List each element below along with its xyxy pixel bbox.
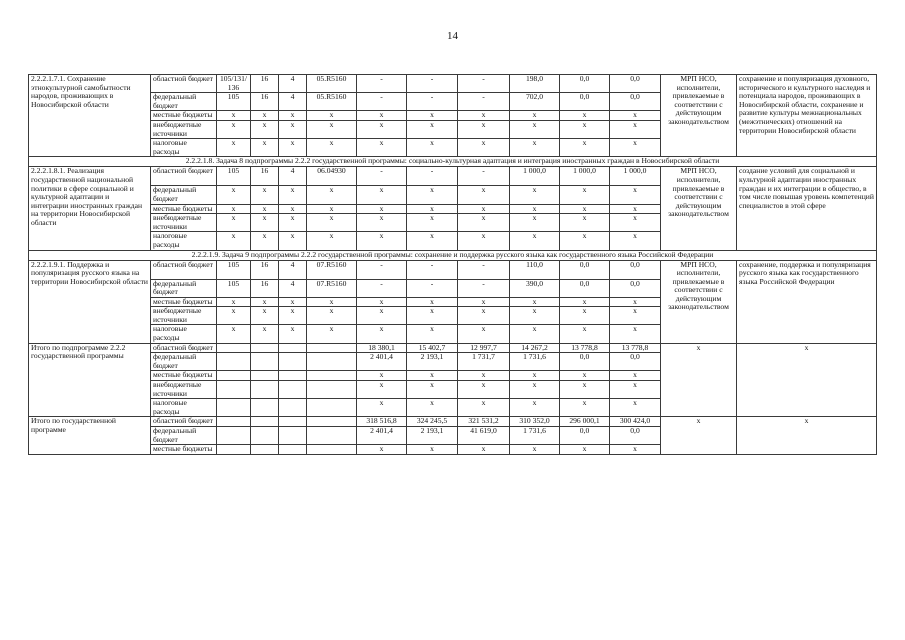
amount-cell: 2 401,4 [357,427,407,445]
amount-cell: - [357,260,407,279]
code-pr: x [279,120,307,138]
empty-code-cell [307,417,357,427]
funding-source: областной бюджет [151,75,217,93]
amount-cell: x [610,139,661,157]
code-grbs: 105 [217,93,251,111]
funding-source: местные бюджеты [151,445,217,455]
amount-cell: 2 401,4 [357,353,407,371]
code-pr: 4 [279,260,307,279]
amount-cell: 12 997,7 [458,343,510,353]
amount-cell: x [610,120,661,138]
amount-cell: x [560,307,610,325]
amount-cell: 0,0 [610,279,661,297]
empty-code-cell [307,381,357,399]
amount-cell: x [458,445,510,455]
amount-cell: - [357,167,407,186]
code-csr: 05.R5160 [307,93,357,111]
code-grbs: x [217,204,251,214]
code-grbs: 105 [217,260,251,279]
empty-code-cell [251,353,279,371]
amount-cell: 0,0 [560,353,610,371]
amount-cell: x [610,111,661,121]
code-pr: x [279,204,307,214]
code-grbs: x [217,232,251,250]
amount-cell: 15 402,7 [407,343,458,353]
section-title: 2.2.2.1.9. Задача 9 подпрограммы 2.2.2 государственной программы: сохранение и поддержка русского языка как государственного языка Российской Федерации [29,250,877,260]
amount-cell: 0,0 [610,427,661,445]
amount-cell: 321 531,2 [458,417,510,427]
amount-cell: 300 424,0 [610,417,661,427]
funding-source: местные бюджеты [151,371,217,381]
amount-cell: 1 731,7 [458,353,510,371]
amount-cell: x [510,139,560,157]
amount-cell: 13 778,8 [560,343,610,353]
amount-cell: 0,0 [610,75,661,93]
measure-name: 2.2.2.1.7.1. Сохранение этнокультурной самобытности народов, проживающих в Новосибирской области [29,75,151,157]
amount-cell: x [610,204,661,214]
funding-source: областной бюджет [151,167,217,186]
amount-cell: x [458,381,510,399]
funding-source: налоговые расходы [151,399,217,417]
code-grbs: x [217,214,251,232]
funding-source: внебюджетные источники [151,214,217,232]
code-grbs: x [217,120,251,138]
amount-cell: x [357,232,407,250]
code-grbs: x [217,111,251,121]
funding-source: областной бюджет [151,260,217,279]
amount-cell: x [560,139,610,157]
amount-cell: 324 245,5 [407,417,458,427]
funding-source: налоговые расходы [151,139,217,157]
amount-cell: x [357,325,407,343]
amount-cell: x [458,111,510,121]
amount-cell: 110,0 [510,260,560,279]
total-name: Итого по государственной программе [29,417,151,454]
amount-cell: 0,0 [560,427,610,445]
result-cell: создание условий для социальной и культурной адаптации иностранных граждан и их интеграции в общество, в том числе повышая уровень компетенций специалистов в этой сфере [737,167,877,250]
code-grbs: 105 [217,279,251,297]
amount-cell: x [560,399,610,417]
code-rz: x [251,297,279,307]
amount-cell: x [510,325,560,343]
section-title: 2.2.2.1.8. Задача 8 подпрограммы 2.2.2 государственной программы: социально-культурная адаптация и интеграция иностранных граждан в Новосибирской области [29,157,877,167]
amount-cell: x [510,214,560,232]
code-csr: x [307,214,357,232]
amount-cell: x [510,381,560,399]
code-pr: x [279,307,307,325]
amount-cell: 1 000,0 [510,167,560,186]
code-csr: 07.R5160 [307,260,357,279]
table-row [29,260,877,279]
amount-cell: x [510,111,560,121]
amount-cell: 390,0 [510,279,560,297]
amount-cell: 318 516,8 [357,417,407,427]
code-grbs: x [217,186,251,204]
amount-cell: - [357,93,407,111]
amount-cell: x [510,307,560,325]
amount-cell: 1 000,0 [610,167,661,186]
executor-cell: МРП НСО, исполнители, привлекаемые в соответствии с действующим законодательством [661,75,737,157]
amount-cell: x [407,111,458,121]
code-csr: x [307,232,357,250]
amount-cell: x [510,186,560,204]
code-rz: 16 [251,93,279,111]
result-cell: x [737,343,877,417]
amount-cell: 198,0 [510,75,560,93]
amount-cell: x [407,325,458,343]
code-csr: x [307,325,357,343]
empty-code-cell [279,371,307,381]
code-pr: x [279,111,307,121]
empty-code-cell [279,445,307,455]
code-csr: x [307,297,357,307]
amount-cell: x [357,214,407,232]
empty-code-cell [279,417,307,427]
amount-cell: - [407,279,458,297]
amount-cell: x [458,120,510,138]
amount-cell: 0,0 [560,93,610,111]
amount-cell: 18 380,1 [357,343,407,353]
amount-cell: x [560,111,610,121]
table-row [29,167,877,186]
amount-cell: x [407,307,458,325]
amount-cell: x [357,445,407,455]
funding-source: федеральный бюджет [151,427,217,445]
amount-cell: - [357,75,407,93]
amount-cell: x [610,325,661,343]
amount-cell: x [510,297,560,307]
code-rz: x [251,120,279,138]
amount-cell: 0,0 [560,260,610,279]
funding-source: внебюджетные источники [151,307,217,325]
amount-cell: x [510,120,560,138]
amount-cell: 310 352,0 [510,417,560,427]
empty-code-cell [307,427,357,445]
code-csr: x [307,111,357,121]
amount-cell: x [510,371,560,381]
code-pr: 4 [279,75,307,93]
amount-cell: 0,0 [560,75,610,93]
empty-code-cell [217,427,251,445]
amount-cell: x [357,120,407,138]
empty-code-cell [251,343,279,353]
amount-cell: - [407,167,458,186]
amount-cell: x [560,214,610,232]
amount-cell: x [610,186,661,204]
amount-cell: x [407,204,458,214]
funding-source: налоговые расходы [151,232,217,250]
amount-cell: x [510,204,560,214]
result-cell: сохранение, поддержка и популяризация русского языка как государственного языка Российской Федерации [737,260,877,343]
amount-cell: x [458,139,510,157]
funding-source: федеральный бюджет [151,279,217,297]
code-grbs: x [217,297,251,307]
measure-name: 2.2.2.1.9.1. Поддержка и популяризация русского языка на территории Новосибирской области [29,260,151,343]
section-row [29,157,877,167]
page-number: 14 [447,30,458,42]
amount-cell: x [357,297,407,307]
code-grbs: 105 [217,167,251,186]
amount-cell: x [560,204,610,214]
amount-cell: - [458,93,510,111]
amount-cell: x [560,120,610,138]
amount-cell: - [407,93,458,111]
amount-cell: x [510,445,560,455]
code-csr: x [307,139,357,157]
amount-cell: - [458,260,510,279]
amount-cell: 0,0 [610,93,661,111]
amount-cell: x [357,371,407,381]
code-rz: 16 [251,260,279,279]
code-rz: x [251,204,279,214]
empty-code-cell [217,399,251,417]
code-pr: x [279,232,307,250]
amount-cell: x [458,186,510,204]
amount-cell: 0,0 [560,279,610,297]
amount-cell: x [407,399,458,417]
amount-cell: x [510,232,560,250]
code-rz: 16 [251,167,279,186]
amount-cell: x [458,371,510,381]
code-rz: x [251,186,279,204]
funding-source: федеральный бюджет [151,186,217,204]
code-grbs: 105/131/ 136 [217,75,251,93]
amount-cell: x [560,381,610,399]
amount-cell: 1 000,0 [560,167,610,186]
amount-cell: x [610,214,661,232]
amount-cell: - [458,167,510,186]
amount-cell: - [458,75,510,93]
result-cell: сохранение и популяризация духовного, исторического и культурного наследия и потенциала народов, проживающих в Новосибирской области, сохранение и развитие культуры межнациональных (межэтнических) отношений на территории Новосибирской области [737,75,877,157]
amount-cell: x [510,399,560,417]
amount-cell: - [357,279,407,297]
amount-cell: 1 731,6 [510,353,560,371]
amount-cell: x [407,186,458,204]
empty-code-cell [251,445,279,455]
amount-cell: 2 193,1 [407,427,458,445]
amount-cell: 0,0 [610,260,661,279]
amount-cell: x [560,232,610,250]
table-row [29,75,877,93]
amount-cell: x [560,186,610,204]
code-rz: 16 [251,75,279,93]
amount-cell: - [407,260,458,279]
code-grbs: x [217,325,251,343]
amount-cell: x [560,297,610,307]
code-rz: x [251,325,279,343]
budget-table [28,74,877,455]
empty-code-cell [279,381,307,399]
funding-source: местные бюджеты [151,111,217,121]
amount-cell: 2 193,1 [407,353,458,371]
table-row [29,343,877,353]
code-csr: 06.04930 [307,167,357,186]
code-rz: x [251,111,279,121]
empty-code-cell [217,417,251,427]
code-rz: x [251,232,279,250]
amount-cell: 296 000,1 [560,417,610,427]
code-pr: 4 [279,167,307,186]
amount-cell: x [407,120,458,138]
amount-cell: x [407,214,458,232]
empty-code-cell [307,343,357,353]
code-rz: 16 [251,279,279,297]
empty-code-cell [279,427,307,445]
amount-cell: x [560,445,610,455]
section-row [29,250,877,260]
empty-code-cell [251,371,279,381]
code-csr: x [307,307,357,325]
code-csr: 07.R5160 [307,279,357,297]
amount-cell: x [458,214,510,232]
funding-source: местные бюджеты [151,297,217,307]
amount-cell: 1 731,6 [510,427,560,445]
amount-cell: 13 778,8 [610,343,661,353]
empty-code-cell [217,343,251,353]
executor-cell: x [661,417,737,454]
amount-cell: 14 267,2 [510,343,560,353]
code-csr: x [307,120,357,138]
amount-cell: x [610,307,661,325]
empty-code-cell [307,399,357,417]
empty-code-cell [217,371,251,381]
amount-cell: x [407,445,458,455]
empty-code-cell [279,399,307,417]
total-name: Итого по подпрограмме 2.2.2 государственной программы [29,343,151,417]
code-csr: 05.R5160 [307,75,357,93]
code-pr: 4 [279,93,307,111]
funding-source: внебюджетные источники [151,381,217,399]
empty-code-cell [279,343,307,353]
empty-code-cell [251,417,279,427]
amount-cell: x [407,371,458,381]
funding-source: федеральный бюджет [151,93,217,111]
empty-code-cell [251,427,279,445]
amount-cell: x [458,204,510,214]
amount-cell: 41 619,0 [458,427,510,445]
amount-cell: x [610,371,661,381]
code-grbs: x [217,139,251,157]
amount-cell: x [357,307,407,325]
amount-cell: x [458,232,510,250]
amount-cell: - [407,75,458,93]
amount-cell: x [458,307,510,325]
empty-code-cell [251,381,279,399]
amount-cell: x [610,232,661,250]
code-rz: x [251,214,279,232]
amount-cell: x [610,381,661,399]
table-row [29,417,877,427]
amount-cell: x [357,111,407,121]
empty-code-cell [217,381,251,399]
amount-cell: x [407,297,458,307]
amount-cell: 0,0 [610,353,661,371]
amount-cell: x [407,232,458,250]
amount-cell: x [560,371,610,381]
empty-code-cell [279,353,307,371]
funding-source: федеральный бюджет [151,353,217,371]
amount-cell: x [357,381,407,399]
funding-source: внебюджетные источники [151,120,217,138]
result-cell: x [737,417,877,454]
amount-cell: x [357,399,407,417]
amount-cell: x [407,381,458,399]
amount-cell: x [458,325,510,343]
funding-source: областной бюджет [151,343,217,353]
measure-name: 2.2.2.1.8.1. Реализация государственной национальной политики в сфере социальной и культурной адаптации и интеграции иностранных граждан на территории Новосибирской области [29,167,151,250]
amount-cell: x [560,325,610,343]
code-pr: x [279,214,307,232]
empty-code-cell [307,353,357,371]
amount-cell: 702,0 [510,93,560,111]
amount-cell: x [407,139,458,157]
amount-cell: x [357,139,407,157]
amount-cell: - [458,279,510,297]
empty-code-cell [217,353,251,371]
amount-cell: x [458,399,510,417]
empty-code-cell [251,399,279,417]
code-pr: 4 [279,279,307,297]
funding-source: местные бюджеты [151,204,217,214]
amount-cell: x [458,297,510,307]
code-rz: x [251,307,279,325]
code-pr: x [279,297,307,307]
code-pr: x [279,186,307,204]
code-rz: x [251,139,279,157]
funding-source: областной бюджет [151,417,217,427]
code-pr: x [279,325,307,343]
code-csr: x [307,204,357,214]
code-pr: x [279,139,307,157]
empty-code-cell [217,445,251,455]
executor-cell: МРП НСО, исполнители, привлекаемые в соответствии с действующим законодательством [661,167,737,250]
code-csr: x [307,186,357,204]
amount-cell: x [357,204,407,214]
funding-source: налоговые расходы [151,325,217,343]
executor-cell: x [661,343,737,417]
empty-code-cell [307,371,357,381]
empty-code-cell [307,445,357,455]
amount-cell: x [610,399,661,417]
code-grbs: x [217,307,251,325]
amount-cell: x [357,186,407,204]
amount-cell: x [610,297,661,307]
executor-cell: МРП НСО, исполнители, привлекаемые в соответствии с действующим законодательством [661,260,737,343]
amount-cell: x [610,445,661,455]
